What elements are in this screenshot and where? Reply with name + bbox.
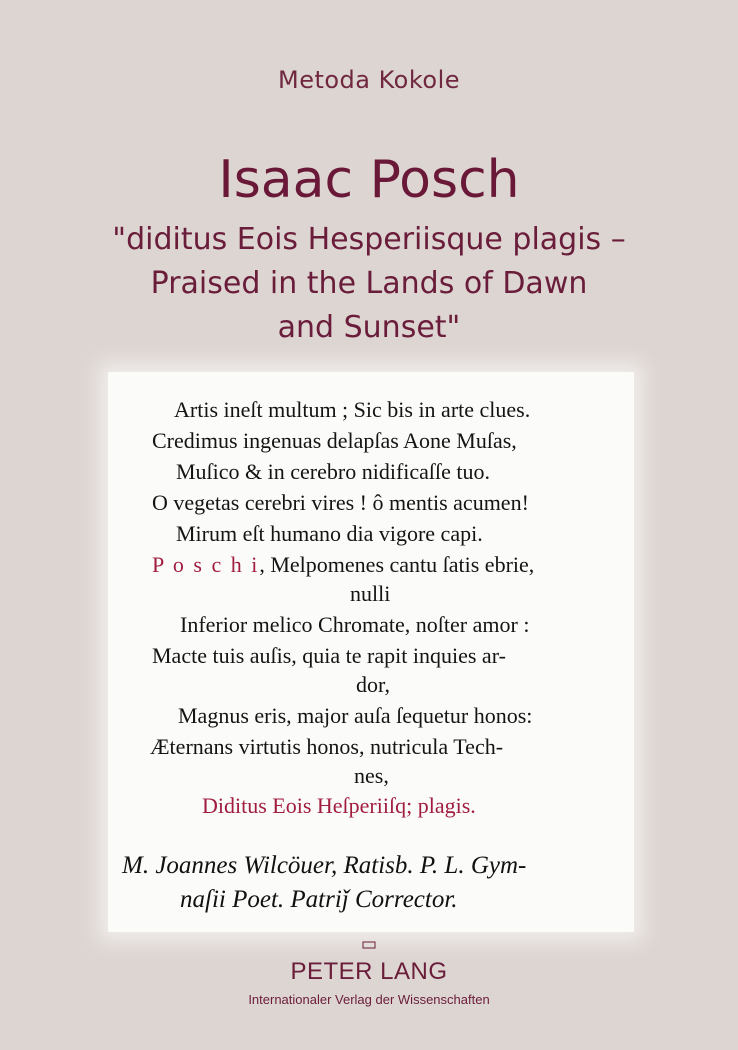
poem-line	[152, 551, 534, 579]
book-subtitle	[0, 218, 738, 350]
subtitle-line: and Sunset"	[277, 310, 461, 345]
poem-line: Magnus eris, major auſa ſequetur honos:	[178, 703, 533, 728]
signature-line: naſii Poet. Patriǰ Corrector.	[180, 886, 458, 913]
poem-line-rubric: Diditus Eois Heſperiiſq; plagis.	[202, 793, 476, 818]
facsimile-plate	[108, 372, 634, 932]
publisher-name: PETER LANG	[290, 958, 448, 985]
poem-line-rest: , Melpomenes cantu ſatis ebrie,	[259, 552, 535, 577]
signature-line: M. Joannes Wilcöuer, Ratisb. P. L. Gym-	[122, 852, 527, 879]
poem-line: Macte tuis auſis, quia te rapit inquies ar-	[152, 643, 506, 668]
poem-line: nulli	[350, 581, 391, 606]
publisher-tagline: Internationaler Verlag der Wissenschaften	[248, 992, 490, 1007]
poem-line: Artis ineſt multum ; Sic bis in arte clues.	[174, 397, 531, 422]
poem-line: Mirum eſt humano dia vigore capi.	[176, 521, 483, 546]
poem-line: Credimus ingenuas delapſas Aone Muſas,	[152, 428, 517, 453]
poem-line: O vegetas cerebri vires ! ô mentis acumen!	[152, 490, 529, 515]
poem-line: dor,	[356, 672, 390, 697]
poem-rubric-name: P o s c h i	[152, 552, 260, 577]
subtitle-line: "diditus Eois Hesperiisque plagis –	[112, 222, 626, 257]
subtitle-line: Praised in the Lands of Dawn	[150, 266, 588, 301]
poem-line: Muſico & in cerebro nidificaſſe tuo.	[176, 459, 491, 484]
poem-line: Inferior melico Chromate, noſter amor :	[180, 612, 530, 637]
author-name: Metoda Kokole	[277, 66, 461, 94]
publisher-logo-icon	[362, 940, 376, 950]
book-title: Isaac Posch	[218, 150, 520, 210]
poem-line: Æternans virtutis honos, nutricula Tech-	[150, 734, 504, 759]
poem-line: nes,	[354, 763, 389, 788]
